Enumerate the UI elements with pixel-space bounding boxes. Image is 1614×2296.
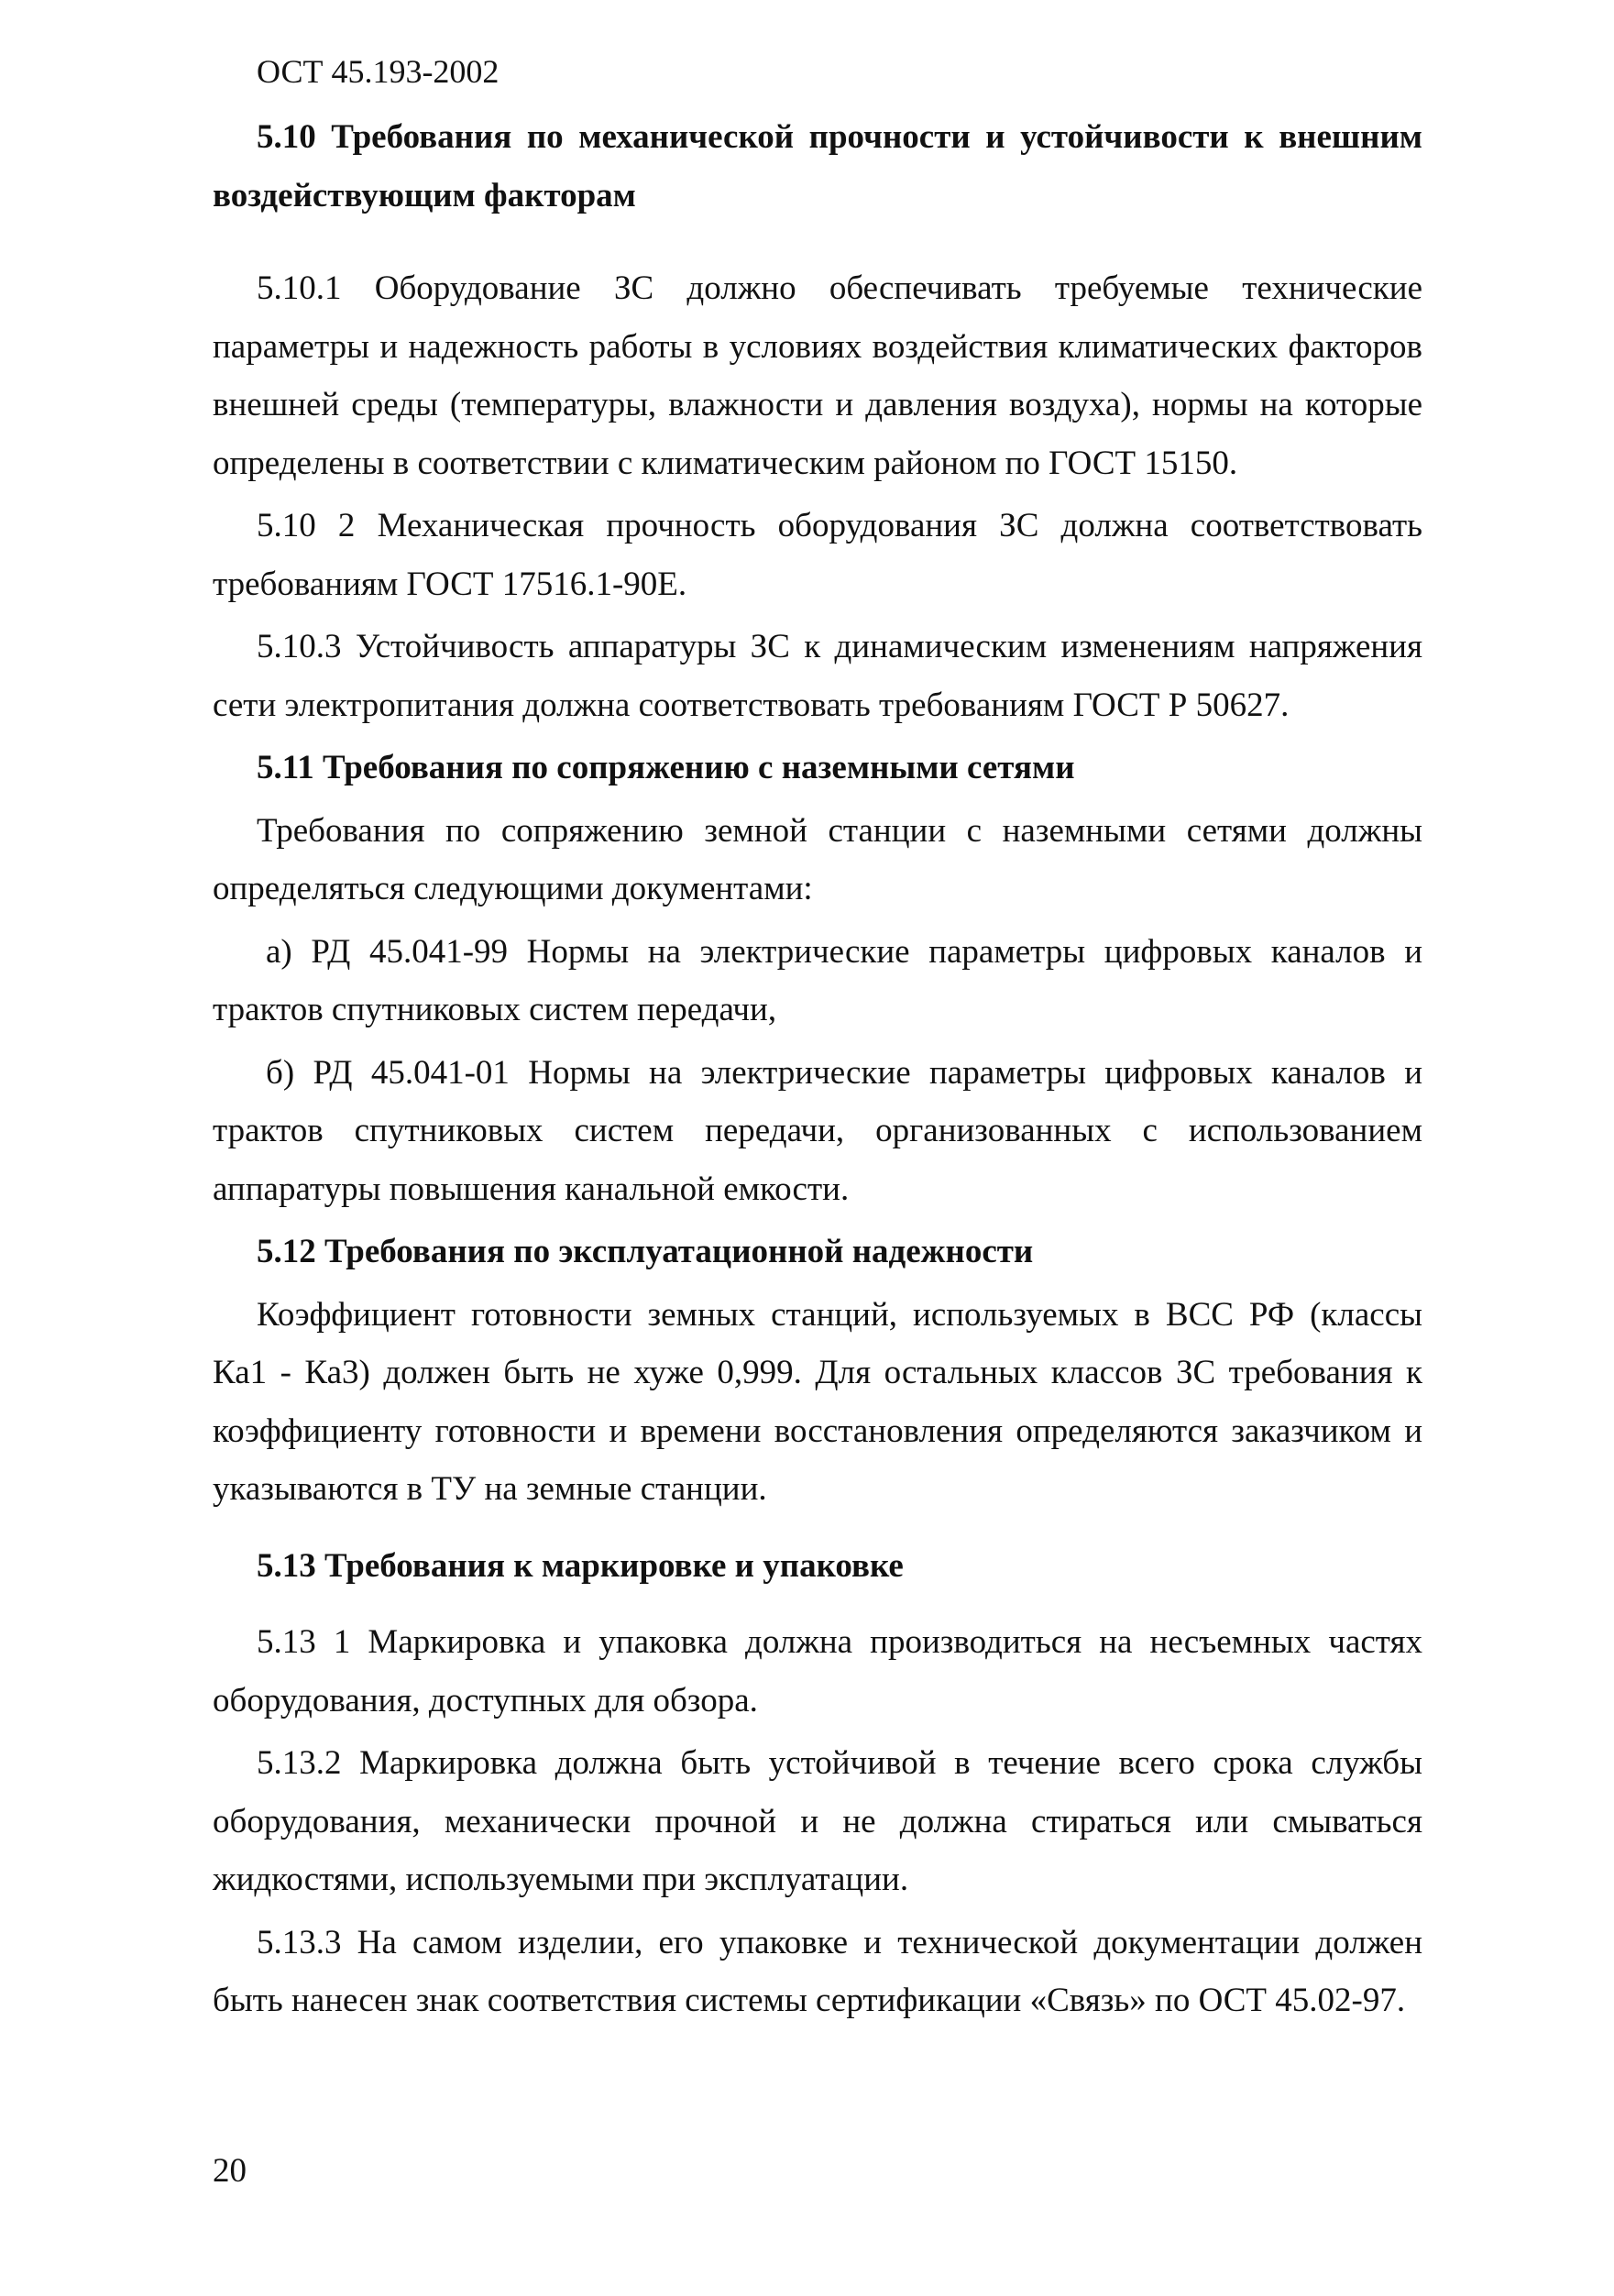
document-body <box>213 108 1422 2030</box>
paragraph-5-10-1: 5.10.1 Оборудование ЗС должно обеспечивать требуемые технические параметры и надежность работы в условиях воздействия климатических факторов внешней среды (температуры, влажности и давления воздуха), нормы на которые определены в соответствии с климатическим районом по ГОСТ 15150. <box>213 269 1422 482</box>
document-id-header: ОСТ 45.193-2002 <box>257 53 500 90</box>
section-5-12-title: 5.12 Требования по эксплуатационной надежности <box>257 1233 1034 1270</box>
paragraph-5-11-intro: Требования по сопряжению земной станции с наземными сетями должны определяться следующими документами: <box>213 811 1422 907</box>
list-item-a: а) РД 45.041-99 Нормы на электрические параметры цифровых каналов и трактов спутниковых систем передачи, <box>213 932 1422 1028</box>
section-5-10-title: 5.10 Требования по механической прочности и устойчивости к внешним воздействующим факторам <box>213 118 1422 214</box>
paragraph-5-10-3: 5.10.3 Устойчивость аппаратуры ЗС к динамическим изменениям напряжения сети электропитания должна соответствовать требованиям ГОСТ Р 50627. <box>213 628 1422 724</box>
paragraph-5-10-2: 5.10 2 Механическая прочность оборудования ЗС должна соответствовать требованиям ГОСТ 17516.1-90Е. <box>213 507 1422 603</box>
paragraph-5-12: Коэффициент готовности земных станций, используемых в ВСС РФ (классы Ка1 - Ка3) должен быть не хуже 0,999. Для остальных классов ЗС требования к коэффициенту готовности и времени восстановления определяются заказчиком и указываются в ТУ на земные станции. <box>213 1295 1422 1508</box>
paragraph-5-13-3: 5.13.3 На самом изделии, его упаковке и технической документации должен быть нанесен знак соответствия системы сертификации «Связь» по ОСТ 45.02-97. <box>213 1923 1422 2019</box>
list-item-b: б) РД 45.041-01 Нормы на электрические параметры цифровых каналов и трактов спутниковых систем передачи, организованных с использованием аппаратуры повышения канальной емкости. <box>213 1053 1422 1208</box>
page-number: 20 <box>213 2152 247 2190</box>
section-5-13-title: 5.13 Требования к маркировке и упаковке <box>257 1546 904 1585</box>
paragraph-5-13-1: 5.13 1 Маркировка и упаковка должна производиться на несъемных частях оборудования, доступных для обзора. <box>213 1623 1422 1719</box>
paragraph-5-13-2: 5.13.2 Маркировка должна быть устойчивой в течение всего срока службы оборудования, механически прочной и не должна стираться или смываться жидкостями, используемыми при эксплуатации. <box>213 1744 1422 1898</box>
section-5-11-title: 5.11 Требования по сопряжению с наземными сетями <box>257 749 1075 786</box>
